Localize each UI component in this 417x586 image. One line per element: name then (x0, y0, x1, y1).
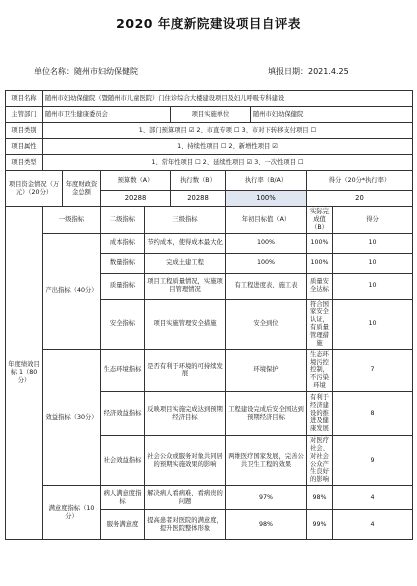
lv2-cell: 服务满意度 (101, 510, 145, 540)
lv3-cell: 项目实施管理安全措施 (145, 299, 226, 349)
actual-cell: 100% (307, 233, 333, 253)
funds-label: 项目资金情况（万元）（20分） (6, 171, 63, 207)
page-title: 2020 年度新院建设项目自评表 (116, 16, 301, 31)
score-cell: 10 (333, 253, 413, 273)
funds-rate: 100% (226, 191, 307, 207)
dept-value: 随州市卫生健康委员会 (43, 107, 171, 123)
dept-label: 主管部门 (6, 107, 43, 123)
table-row (6, 233, 413, 253)
lv2-cell: 经济效益指标 (101, 392, 145, 436)
perf-header-lv3: 三级指标 (145, 207, 226, 234)
attr-options: 1、持续性项目 ☐ 2、新增性项目 ☑ (43, 139, 413, 155)
lv2-cell: 成本指标 (101, 233, 145, 253)
target-cell: 100% (226, 233, 307, 253)
unit-name: 单位名称：随州市妇幼保健院 (34, 67, 138, 76)
funds-header-exec: 执行数（B） (171, 171, 226, 191)
perf-header-lv1: 一级指标 (43, 207, 101, 234)
actual-cell: 99% (307, 510, 333, 540)
actual-cell: 符合国家安全认证，有质量管理措施 (307, 299, 333, 349)
attr-label: 项目属性 (6, 139, 43, 155)
target-cell: 工程建设完成后安全国达到预期经济目标 (226, 392, 307, 436)
funds-row-label: 年度财政资金总额 (63, 171, 101, 207)
actual-cell: 质量安全达标 (307, 273, 333, 299)
type-options: 1、部门预算项目 ☑ 2、市直专项 ☐ 3、市对下转移支付项目 ☐ (43, 123, 413, 139)
lv3-cell: 社会公众或服务对象共同居的预期实施效果的影响 (145, 436, 226, 486)
project-name: 随州市妇幼保健院（暨随州市儿童医院）门住诊综合大楼建设项目及妇儿呼吸专科建设 (43, 91, 413, 107)
lv2-cell: 社会效益指标 (101, 436, 145, 486)
lv2-cell: 数量指标 (101, 253, 145, 273)
lv2-cell: 病人满意度指标 (101, 486, 145, 510)
target-cell: 环境保护 (226, 349, 307, 391)
perf-header-actual: 实际完成值（B） (307, 207, 333, 234)
kind-label: 项目类型 (6, 155, 43, 171)
score-cell: 4 (333, 510, 413, 540)
funds-header-budget: 预算数（A） (101, 171, 171, 191)
lv3-cell: 节约成本，使得成本最大化 (145, 233, 226, 253)
score-cell: 9 (333, 436, 413, 486)
lv3-cell: 完成土建工程 (145, 253, 226, 273)
actual-cell: 98% (307, 486, 333, 510)
lv3-cell: 是否有利于环境的可持续发展 (145, 349, 226, 391)
type-label: 项目类别 (6, 123, 43, 139)
score-cell: 4 (333, 486, 413, 510)
lv3-cell: 项目工程质量情况，实施项目管理情况 (145, 273, 226, 299)
target-cell: 100% (226, 253, 307, 273)
score-cell: 10 (333, 273, 413, 299)
actual-cell: 对医疗社会、对社会公众产生良好的影响 (307, 436, 333, 486)
actual-cell: 有利于经济建设的推进及健康发展 (307, 392, 333, 436)
score-cell: 10 (333, 299, 413, 349)
target-cell: 安全到位 (226, 299, 307, 349)
lv2-cell: 安全指标 (101, 299, 145, 349)
lv3-cell: 反映项目实施完成达到预期经济目标 (145, 392, 226, 436)
actual-cell: 生态环境污控控制，不污染环境 (307, 349, 333, 391)
target-cell: 两维医疗国家发展，完善公共卫生工程的效果 (226, 436, 307, 486)
funds-budget: 20288 (101, 191, 171, 207)
lv3-cell: 提高患者对医院的满意度，提升医院整体形象 (145, 510, 226, 540)
kind-options: 1、常年性项目 ☐ 2、延续性项目 ☑ 3、一次性项目 ☐ (43, 155, 413, 171)
lv3-cell: 解决病人看病难、看病贵的问题 (145, 486, 226, 510)
impl-label: 项目实施单位 (171, 107, 251, 123)
group-output: 产出指标（40分） (43, 233, 101, 349)
target-cell: 有工程进度表、施工表 (226, 273, 307, 299)
score-cell: 10 (333, 233, 413, 253)
actual-cell: 100% (307, 253, 333, 273)
perf-header-lv2: 二级指标 (101, 207, 145, 234)
perf-header-target: 年初目标值（A） (226, 207, 307, 234)
funds-score: 20 (307, 191, 413, 207)
funds-header-score: 得分（20分*执行率） (307, 171, 413, 191)
funds-header-rate: 执行率（B/A） (226, 171, 307, 191)
table-row (6, 486, 413, 510)
goal-label: 年度绩效目标 1（80分） (6, 207, 43, 540)
lv2-cell: 质量指标 (101, 273, 145, 299)
score-cell: 7 (333, 349, 413, 391)
score-cell: 8 (333, 392, 413, 436)
target-cell: 98% (226, 510, 307, 540)
lv2-cell: 生态环境指标 (101, 349, 145, 391)
group-benefit: 效益指标（30分） (43, 349, 101, 485)
table-row (6, 349, 413, 391)
group-satisfaction: 满意度指标（10分） (43, 486, 101, 540)
fill-date: 填报日期：2021.4.25 (268, 67, 349, 76)
perf-header-score: 得分 (333, 207, 413, 234)
funds-exec: 20288 (171, 191, 226, 207)
target-cell: 97% (226, 486, 307, 510)
evaluation-table (5, 90, 413, 540)
project-name-label: 项目名称 (6, 91, 43, 107)
impl-value: 随州市妇幼保健院 (251, 107, 413, 123)
